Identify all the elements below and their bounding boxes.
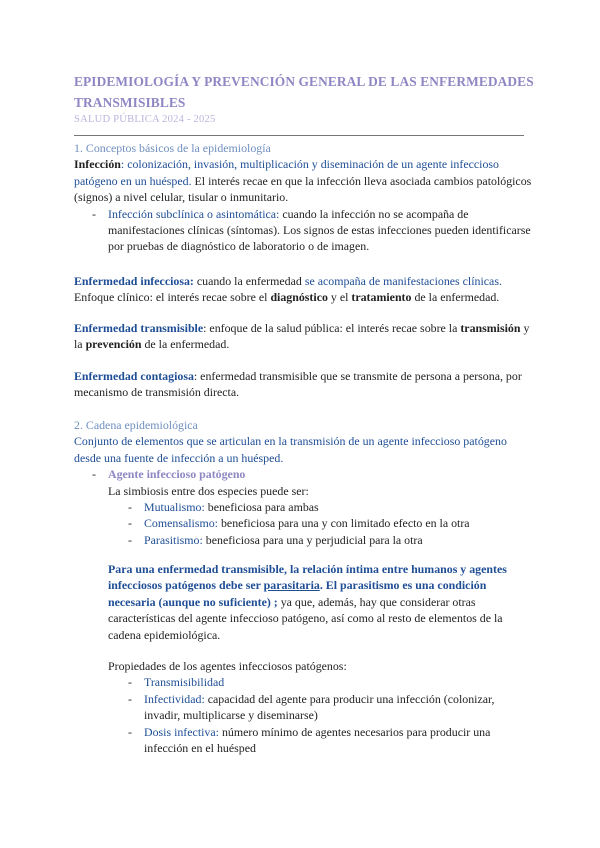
comensalismo-term: Comensalismo: — [144, 516, 218, 531]
enf-transmisible-text-3: de la enfermedad. — [141, 337, 230, 352]
enf-contagiosa-term: Enfermedad contagiosa — [74, 369, 194, 383]
dosis-infectiva-text: número mínimo de agentes necesarios para producir una infección en el huésped — [144, 724, 491, 756]
transmision-bold: transmisión — [460, 321, 521, 335]
agente-list-item — [74, 466, 534, 482]
section-1-heading: 1. Conceptos básicos de la epidemiología — [74, 141, 271, 155]
parasitismo-list-item — [74, 532, 534, 548]
parasitismo-statement: Para una enfermedad transmisible, la relación íntima entre humanos y agentes infecciosos patógenos debe ser — [108, 562, 507, 593]
list-bullet: - — [92, 467, 96, 482]
propiedades-section — [108, 658, 528, 756]
enf-infecciosa-highlight: se acompaña de manifestaciones clínicas. — [304, 274, 502, 288]
mutualismo-list-item — [74, 499, 534, 515]
enf-infecciosa-term: Enfermedad infecciosa: — [74, 274, 194, 288]
subclinica-list-item — [74, 206, 534, 255]
section-1 — [74, 140, 534, 255]
diagnostico-bold: diagnóstico — [270, 290, 328, 305]
list-bullet: - — [128, 516, 132, 531]
list-bullet: - — [128, 500, 132, 515]
infeccion-colon: : — [120, 157, 125, 172]
parasitaria-underlined: parasitaria — [263, 578, 320, 593]
list-bullet: - — [92, 206, 96, 221]
subclinica-term: Infección subclínica o asintomática: — [108, 206, 280, 221]
cadena-intro: Conjunto de elementos que se articulan en la transmisión de un agente infeccioso patógeno desde una fuente de infección a un huésped. — [74, 434, 507, 465]
parasitismo-text: beneficiosa para una y perjudicial para la otra — [202, 532, 423, 547]
infeccion-definition: colonización, invasión, multiplicación y diseminación de un agente infeccioso patógeno en un huésped. — [74, 157, 499, 188]
transmisibilidad-list-item — [108, 674, 528, 690]
subclinica-text: cuando la infección no se acompaña de manifestaciones clínicas (síntomas). Los signos de estas infecciones pueden identificarse por pruebas de diagnóstico de laboratorio o de imagen. — [108, 206, 531, 254]
prevencion-bold: prevención — [85, 337, 142, 352]
list-bullet: - — [128, 724, 132, 739]
infectividad-list-item — [108, 691, 528, 724]
parasitismo-paragraph — [108, 561, 528, 643]
dosis-infectiva-term: Dosis infectiva: — [144, 724, 219, 739]
enf-contagiosa-text: : enfermedad transmisible que se transmite de persona a persona, por mecanismo de transmisión directa. — [74, 369, 522, 400]
section-2-heading: 2. Cadena epidemiológica — [74, 418, 198, 432]
enf-infecciosa-text-2: Enfoque clínico: el interés recae sobre el — [74, 290, 271, 305]
enfermedad-contagiosa-paragraph — [74, 368, 534, 401]
enf-transmisible-text: : enfoque de la salud pública: el interés recae sobre la — [203, 321, 461, 335]
mutualismo-term: Mutualismo: — [144, 500, 205, 515]
agente-title: Agente infeccioso patógeno — [108, 467, 246, 482]
enf-infecciosa-text-3: y el — [327, 290, 352, 305]
infectividad-text: capacidad del agente para producir una infección (colonizar, invadir, multiplicarse y diseminarse) — [144, 691, 495, 723]
enf-transmisible-text-2: y la — [74, 321, 530, 352]
comensalismo-text: beneficiosa para una y con limitado efecto en la otra — [218, 516, 470, 531]
simbiosis-intro: La simbiosis entre dos especies puede ser: — [108, 483, 309, 498]
parasitismo-term: Parasitismo: — [144, 532, 203, 547]
propiedades-intro: Propiedades de los agentes infecciosos patógenos: — [108, 659, 347, 673]
tratamiento-bold: tratamiento — [351, 290, 412, 305]
parasitismo-explanation: ya que, además, hay que considerar otras características del agente infeccioso patógeno, así como al resto de elementos de la cadena epidemiológica. — [108, 594, 503, 642]
section-2 — [74, 417, 534, 548]
list-bullet: - — [128, 675, 132, 690]
parasitismo-statement-2: . El parasitismo es una condición necesaria (aunque no suficiente) ; — [108, 578, 487, 609]
infeccion-rest: El interés recae en que la infección lleva asociada cambios patológicos (signos) a nivel celular, tisular o inmunitario. — [74, 173, 532, 205]
infeccion-term: Infección — [74, 157, 121, 172]
mutualismo-text: beneficiosa para ambas — [204, 500, 319, 515]
enf-transmisible-term: Enfermedad transmisible — [74, 321, 204, 335]
list-bullet: - — [128, 532, 132, 547]
document-subtitle: SALUD PÚBLICA 2024 - 2025 — [74, 114, 216, 125]
enfermedad-transmisible-paragraph — [74, 320, 534, 353]
infectividad-term: Infectividad: — [144, 691, 205, 706]
comensalismo-list-item — [74, 515, 534, 531]
infeccion-paragraph — [74, 156, 534, 205]
dosis-infectiva-list-item — [108, 724, 528, 757]
document-title: EPIDEMIOLOGÍA Y PREVENCIÓN GENERAL DE LAS ENFERMEDADES TRANSMISIBLES — [74, 74, 534, 110]
header-divider — [74, 135, 524, 136]
enf-infecciosa-text-4: de la enfermedad. — [411, 290, 500, 305]
list-bullet: - — [128, 691, 132, 706]
enfermedad-infecciosa-paragraph — [74, 273, 534, 306]
enf-infecciosa-text: cuando la enfermedad — [193, 274, 305, 288]
transmisibilidad-term: Transmisibilidad — [144, 675, 225, 690]
